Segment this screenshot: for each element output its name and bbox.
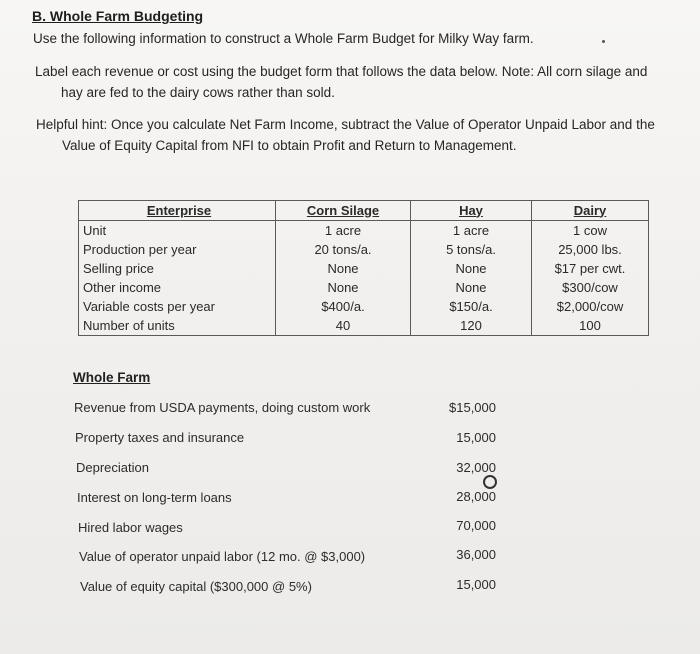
dairy-cell: $17 per cwt. — [532, 259, 649, 278]
corn-cell: 1 acre — [276, 221, 411, 241]
header-corn-silage: Corn Silage — [276, 201, 411, 221]
hay-cell: None — [411, 278, 532, 297]
table-row — [79, 297, 649, 316]
hay-cell: 120 — [411, 316, 532, 336]
hint-line-2: Value of Equity Capital from NFI to obtain Profit and Return to Management. — [62, 138, 517, 153]
instruction-line-2: hay are fed to the dairy cows rather than sold. — [61, 85, 335, 100]
whole-farm-item-label: Depreciation — [76, 460, 149, 475]
row-label: Other income — [79, 278, 276, 297]
table-row — [79, 316, 649, 336]
whole-farm-item-value: 36,000 — [456, 547, 496, 562]
dairy-cell: 1 cow — [532, 221, 649, 241]
header-dairy: Dairy — [532, 201, 649, 221]
table-row — [79, 221, 649, 241]
table-row — [79, 240, 649, 259]
whole-farm-item-label: Hired labor wages — [78, 520, 183, 535]
hay-cell: $150/a. — [411, 297, 532, 316]
dairy-cell: $2,000/cow — [532, 297, 649, 316]
table-row — [79, 278, 649, 297]
hay-cell: 5 tons/a. — [411, 240, 532, 259]
circle-mark — [483, 475, 497, 489]
whole-farm-item-label: Revenue from USDA payments, doing custom work — [74, 400, 371, 415]
whole-farm-item-value: 32,000 — [456, 460, 496, 475]
speck — [602, 40, 605, 43]
whole-farm-title: Whole Farm — [73, 370, 151, 385]
whole-farm-item-label: Value of equity capital ($300,000 @ 5%) — [80, 579, 312, 594]
corn-cell: 20 tons/a. — [276, 240, 411, 259]
row-label: Number of units — [79, 316, 276, 336]
corn-cell: None — [276, 278, 411, 297]
table-header-row — [79, 201, 649, 221]
whole-farm-item-label: Value of operator unpaid labor (12 mo. @ $3,000) — [79, 549, 366, 564]
intro-text: Use the following information to construct a Whole Farm Budget for Milky Way farm. — [33, 31, 534, 46]
row-label: Selling price — [79, 259, 276, 278]
corn-cell: $400/a. — [276, 297, 411, 316]
corn-cell: None — [276, 259, 411, 278]
whole-farm-item-value: 70,000 — [456, 518, 496, 533]
hint-line-1: Helpful hint: Once you calculate Net Farm Income, subtract the Value of Operator Unpaid Labor and the — [36, 117, 655, 132]
row-label: Production per year — [79, 240, 276, 259]
table-row — [79, 259, 649, 278]
whole-farm-item-value: 28,000 — [456, 489, 496, 504]
hay-cell: 1 acre — [411, 221, 532, 241]
row-label: Unit — [79, 221, 276, 241]
whole-farm-item-label: Interest on long-term loans — [77, 490, 232, 505]
hay-cell: None — [411, 259, 532, 278]
enterprise-data-table — [78, 200, 649, 336]
row-label: Variable costs per year — [79, 297, 276, 316]
whole-farm-item-value: 15,000 — [456, 430, 496, 445]
whole-farm-item-value: 15,000 — [456, 577, 496, 592]
dairy-cell: 25,000 lbs. — [532, 240, 649, 259]
corn-cell: 40 — [276, 316, 411, 336]
header-enterprise: Enterprise — [79, 201, 276, 221]
dairy-cell: 100 — [532, 316, 649, 336]
whole-farm-item-value: $15,000 — [449, 400, 496, 415]
whole-farm-item-label: Property taxes and insurance — [75, 430, 245, 445]
header-hay: Hay — [411, 201, 532, 221]
instruction-line-1: Label each revenue or cost using the budget form that follows the data below. Note: All corn silage and — [35, 64, 648, 79]
section-heading: B. Whole Farm Budgeting — [32, 8, 204, 24]
dairy-cell: $300/cow — [532, 278, 649, 297]
